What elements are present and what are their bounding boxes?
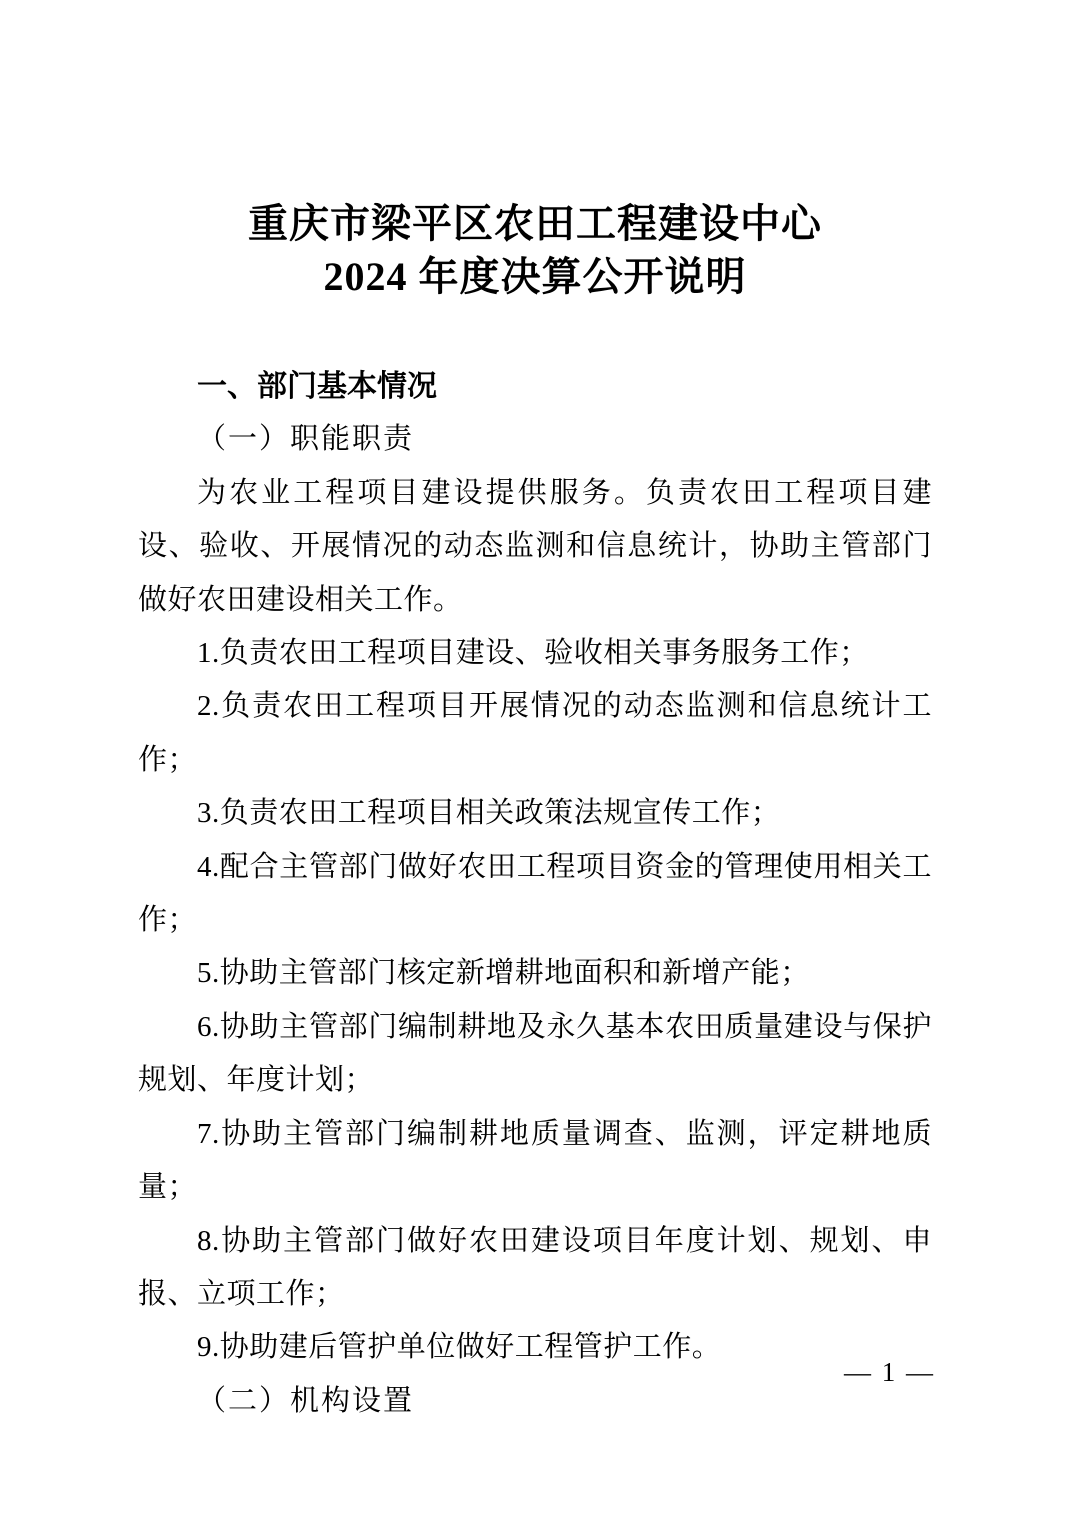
duty-item-1: 1.负责农田工程项目建设、验收相关事务服务工作； xyxy=(197,637,869,670)
duty-item-5: 5.协助主管部门核定新增耕地面积和新增产能； xyxy=(197,957,810,990)
duty-item-4: 4.配合主管部门做好农田工程项目资金的管理使用相关工作； xyxy=(138,850,932,937)
duty-item-7: 7.协助主管部门编制耕地质量调查、监测，评定耕地质量； xyxy=(138,1117,932,1204)
duty-item-9: 9.协助建后管护单位做好工程管护工作。 xyxy=(197,1331,722,1364)
intro-paragraph: 为农业工程项目建设提供服务。负责农田工程项目建设、验收、开展情况的动态监测和信息统计，协助主管部门做好农田建设相关工作。 xyxy=(138,476,932,616)
section-heading-basic-info: 一、部门基本情况 xyxy=(197,370,437,403)
duty-item-8: 8.协助主管部门做好农田建设项目年度计划、规划、申报、立项工作； xyxy=(138,1224,932,1310)
subsection-heading-org-structure: （二）机构设置 xyxy=(197,1384,415,1417)
duty-item-6: 6.协助主管部门编制耕地及永久基本农田质量建设与保护规划、年度计划； xyxy=(138,1010,932,1097)
document-title-line1: 重庆市梁平区农田工程建设中心 xyxy=(248,201,822,246)
document-title xyxy=(138,197,932,303)
document-title-line2: 2024 年度决算公开说明 xyxy=(323,254,747,299)
duty-item-2: 2.负责农田工程项目开展情况的动态监测和信息统计工作； xyxy=(138,690,932,776)
page-number: — 1 — xyxy=(844,1357,935,1387)
subsection-heading-duties: （一）职能职责 xyxy=(197,423,415,456)
document-content xyxy=(138,197,932,1428)
duty-item-3: 3.负责农田工程项目相关政策法规宣传工作； xyxy=(197,797,781,830)
